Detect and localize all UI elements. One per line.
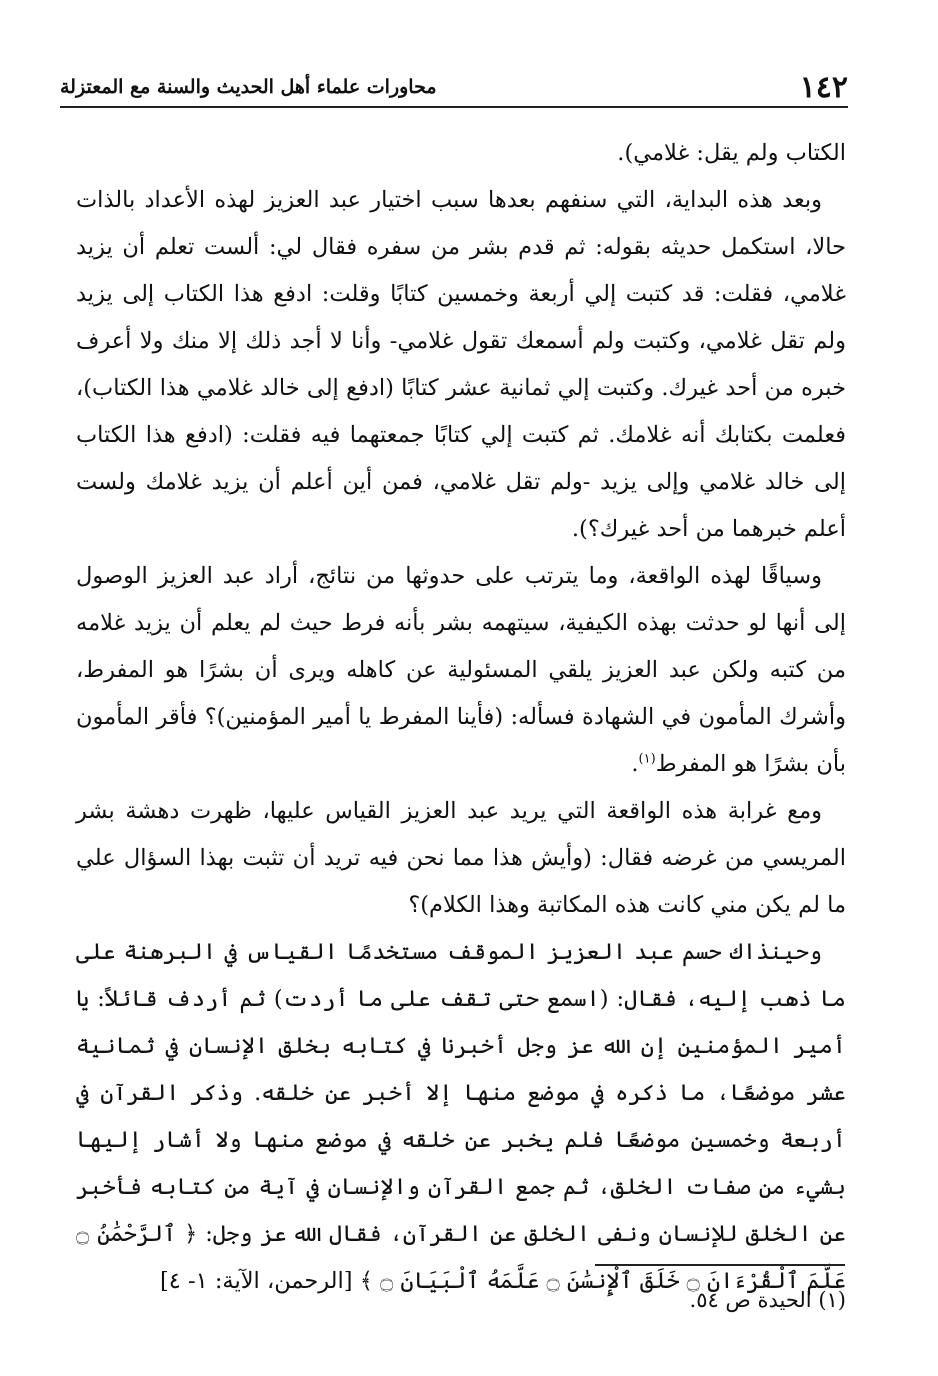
body-text [76, 130, 846, 1305]
paragraph: الكتاب ولم يقل: غلامي). [617, 140, 846, 166]
footnote: (١) الحيدة ص ٥٤. [689, 1288, 846, 1312]
paragraph-text: وسياقًا لهذه الواقعة، وما يترتب على حدوثها من نتائج، أراد عبد العزيز الوصول إلى أنها لو حدثت بهذه الكيفية، سيتهمه بشر بأنه فرط حيث لم يعلم أن يزيد غلامه من كتبه ولكن عبد العزيز يلقي المسئولية عن كاهله ويرى أن بشرًا هو المفرط، وأشرك المأمون في الشهادة فسأله: (فأينا المفرط يا أمير المؤمنين)؟ فأقر المأمون بأن بشرًا هو المفرط [76, 563, 846, 777]
page-number: ١٤٢ [799, 70, 848, 105]
running-title: محاورات علماء أهل الحديث والسنة مع المعتزلة [60, 76, 437, 98]
footnote-separator [595, 1264, 845, 1266]
paragraph: وبعد هذه البداية، التي سنفهم بعدها سبب اختيار عبد العزيز لهذه الأعداد بالذات حالا، استكمل حديثه بقوله: ثم قدم بشر من سفره فقال لي: ألست تعلم أن يزيد غلامي، فقلت: قد كتبت إلي أربعة وخمسين كتابًا وقلت: ادفع هذا الكتاب إلى يزيد ولم تقل غلامي، وكتبت ولم أسمعك تقول غلامي- وأنا لا أجد ذلك إلا منك ولا أعرف خبره من أحد غيرك. وكتبت إلي ثمانية عشر كتابًا (ادفع إلى خالد غلامي هذا الكتاب)، فعلمت بكتابك أنه غلامك. ثم كتبت إلي كتابًا جمعتهما فيه فقلت: (ادفع هذا الكتاب إلى خالد غلامي وإلى يزيد -ولم تقل غلامي، فمن أين أعلم أن يزيد غلامك ولست أعلم خبرهما من أحد غيرك؟). [76, 187, 846, 542]
paragraph: وحينذاك حسم عبد العزيز الموقف مستخدمًا القياس في البرهنة على ما ذهب إليه، فقال: (اسمع حتى تقف على ما أردت) ثم أردف قائلاً: يا أمير المؤمنين إن الله عز وجل أخبرنا في كتابه بخلق الإنسان في ثمانية عشر موضعًا، ما ذكره في موضع منها إلا أخبر عن خلقه. وذكر القرآن في أربعة وخمسين موضعًا فلم يخبر عن خلقه في موضع منها ولا أشار إليها بشيء من صفات الخلق، ثم جمع القرآن والإنسان في آية من كتابه فأخبر عن الخلق للإنسان ونفى الخلق عن القرآن، فقال الله عز وجل: ﴿ ٱلرَّحْمَٰنُ ۝ عَلَّمَ ٱلْقُرْءَانَ ۝ خَلَقَ ٱلْإِنسَٰنَ ۝ عَلَّمَهُ ٱلْبَيَانَ ۝ ﴾ [الرحمن، الآية: ١- ٤] [76, 939, 846, 1294]
footnote-reference[interactable]: (١) [638, 751, 656, 767]
paragraph-tail: . [631, 751, 639, 777]
paragraph: ومع غرابة هذه الواقعة التي يريد عبد العزيز القياس عليها، ظهرت دهشة بشر المريسي من غرضه فقال: (وأيش هذا مما نحن فيه تريد أن تثبت بهذا السؤال علي ما لم يكن مني كانت هذه المكاتبة وهذا الكلام)؟ [76, 798, 846, 918]
paragraph [76, 553, 846, 788]
page-header [60, 66, 848, 106]
header-rule [60, 106, 848, 108]
